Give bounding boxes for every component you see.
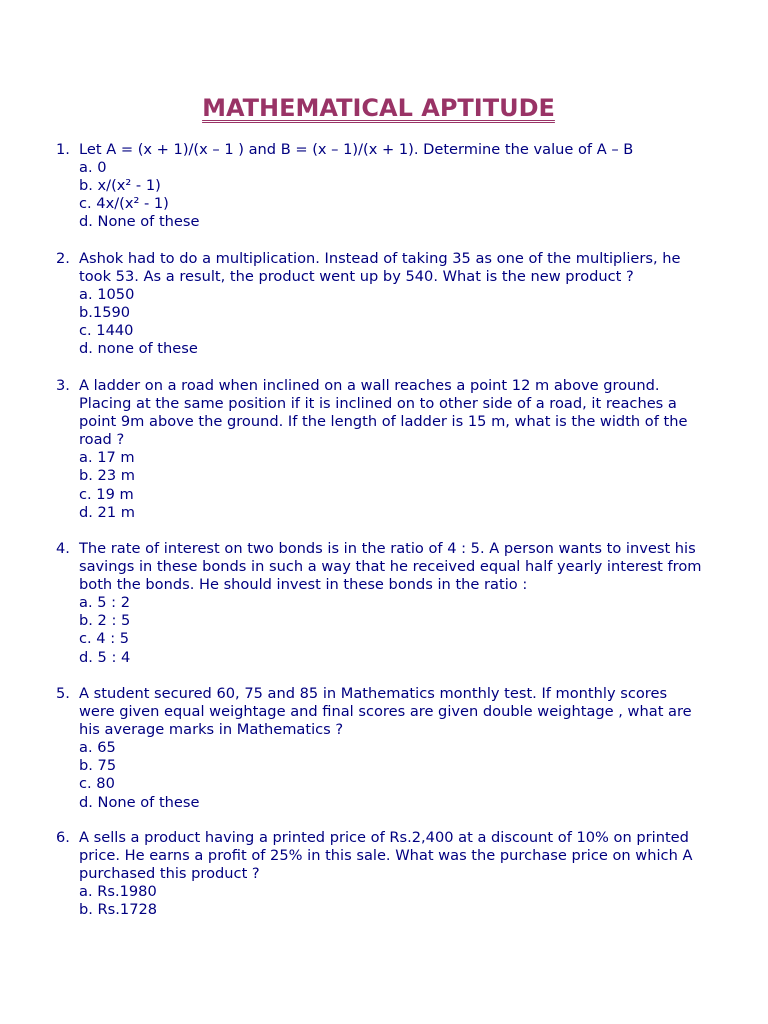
- answer-option-c: c. 4 : 5: [79, 630, 130, 648]
- question-text-line: point 9m above the ground. If the length of ladder is 15 m, what is the width of the: [79, 413, 688, 431]
- answer-option-d: d. None of these: [79, 793, 200, 811]
- page-title: MATHEMATICAL APTITUDE: [202, 94, 555, 122]
- question-text-line: A ladder on a road when inclined on a wall reaches a point 12 m above ground.: [79, 377, 660, 394]
- answer-option-c: c. 80: [79, 775, 115, 793]
- question-body: [79, 829, 736, 919]
- question-3: [56, 377, 736, 522]
- question-text-line: savings in these bonds in such a way that he received equal half yearly interest from: [79, 558, 702, 576]
- answer-option-b: b. x/(x² - 1): [79, 177, 161, 195]
- question-body: [79, 141, 736, 231]
- question-text-line: road ?: [79, 431, 125, 449]
- question-1: [56, 141, 736, 231]
- question-text-line: Let A = (x + 1)/(x – 1 ) and B = (x – 1)/(x + 1). Determine the value of A – B: [79, 141, 634, 158]
- answer-option-d: d. 21 m: [79, 503, 135, 521]
- question-text-line: The rate of interest on two bonds is in the ratio of 4 : 5. A person wants to invest his: [79, 540, 696, 557]
- question-body: [79, 377, 736, 522]
- answer-option-a: a. 1050: [79, 286, 135, 304]
- answer-option-d: d. None of these: [79, 213, 200, 231]
- answer-option-a: a. 17 m: [79, 449, 135, 467]
- question-text-line: his average marks in Mathematics ?: [79, 721, 344, 739]
- answer-option-c: c. 4x/(x² - 1): [79, 195, 169, 213]
- question-number: 6.: [56, 829, 70, 846]
- question-text-line: A student secured 60, 75 and 85 in Mathematics monthly test. If monthly scores: [79, 685, 668, 702]
- question-6: [56, 829, 736, 919]
- answer-option-c: c. 19 m: [79, 485, 134, 503]
- question-text-line: purchased this product ?: [79, 865, 260, 883]
- question-text-line: Placing at the same position if it is inclined on to other side of a road, it reaches a: [79, 395, 677, 413]
- answer-option-a: a. 5 : 2: [79, 594, 130, 612]
- answer-option-a: a. Rs.1980: [79, 883, 157, 901]
- question-text-line: took 53. As a result, the product went up by 540. What is the new product ?: [79, 268, 634, 286]
- answer-option-d: d. none of these: [79, 340, 198, 358]
- question-2: [56, 250, 736, 359]
- question-number: 4.: [56, 540, 70, 557]
- answer-option-b: b. Rs.1728: [79, 901, 158, 919]
- question-5: [56, 685, 736, 812]
- question-body: [79, 250, 736, 359]
- question-number: 3.: [56, 377, 70, 394]
- question-number: 2.: [56, 250, 70, 267]
- answer-option-d: d. 5 : 4: [79, 648, 131, 666]
- question-text-line: price. He earns a profit of 25% in this sale. What was the purchase price on which A: [79, 847, 693, 865]
- question-4: [56, 540, 736, 667]
- answer-option-a: a. 65: [79, 739, 116, 757]
- answer-option-b: b. 75: [79, 757, 117, 775]
- answer-option-b: b.1590: [79, 304, 131, 322]
- answer-option-a: a. 0: [79, 159, 107, 177]
- question-body: [79, 685, 736, 812]
- question-number: 5.: [56, 685, 70, 702]
- question-text-line: Ashok had to do a multiplication. Instead of taking 35 as one of the multipliers, he: [79, 250, 681, 267]
- question-text-line: A sells a product having a printed price of Rs.2,400 at a discount of 10% on printed: [79, 829, 689, 846]
- answer-option-b: b. 2 : 5: [79, 612, 131, 630]
- question-body: [79, 540, 736, 667]
- answer-option-c: c. 1440: [79, 322, 134, 340]
- question-text-line: were given equal weightage and final scores are given double weightage , what are: [79, 703, 692, 721]
- answer-option-b: b. 23 m: [79, 467, 135, 485]
- question-text-line: both the bonds. He should invest in these bonds in the ratio :: [79, 576, 528, 594]
- question-number: 1.: [56, 141, 70, 158]
